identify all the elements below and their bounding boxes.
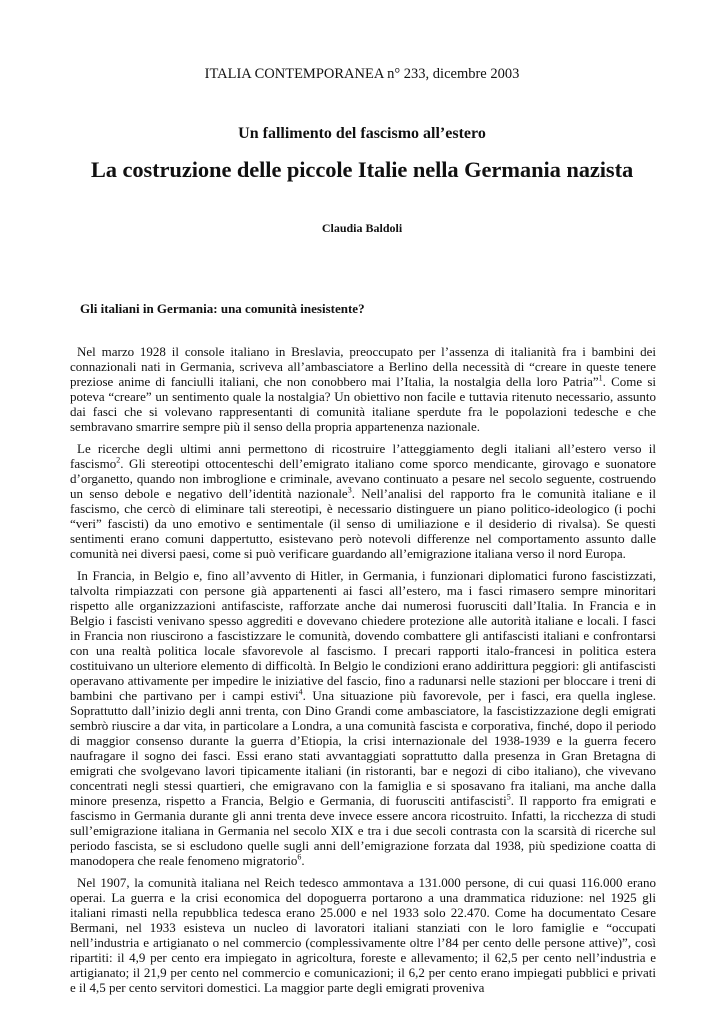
paragraph-text: Nel marzo 1928 il console italiano in Breslavia, preoccupato per l’assenza di italianità fra i bambini dei connazionali nati in Germania, scriveva all’ambasciatore a Berlino della necessità di “creare in queste tenere preziose anime di fanciulli italiani, che non conobbero mai l’Italia, la nostalgia della loro Patria”	[70, 344, 656, 389]
footnote-ref: 1	[598, 373, 603, 383]
journal-header: ITALIA CONTEMPORANEA n° 233, dicembre 2003	[204, 66, 520, 82]
article-title: La costruzione delle piccole Italie nella Germania nazista	[90, 157, 634, 182]
paragraph-text: . Una situazione più favorevole, per i fasci, era quella inglese. Soprattutto dall’inizio degli anni trenta, con Dino Grandi come ambasciatore, la fascistizzazione degli emigrati sembrò riuscire a dar vita, in particolare a Londra, a una comunità fascista e corporativa, finché, dopo il periodo di maggior consenso durante la guerra d’Etiopia, la crisi internazionale del 1938-1939 e la guerra fecero naufragare il sogno dei fasci. Essi erano stati avvantaggiati soprattutto dalla presenza in Gran Bretagna di emigrati che svolgevano lavori tipicamente italiani (in ristoranti, bar e negozi di cibo italiano), che vivevano concentrati negli stessi quartieri, che emigravano con la famiglia e si sposavano fra italiani, ma anche dalla minore presenza, rispetto a Francia, Belgio e Germania, di fuorusciti antifascisti	[70, 688, 656, 808]
footnote-ref: 6	[297, 852, 302, 862]
paragraph-text: . Il rapporto fra emigrati e fascismo in Germania durante gli anni trenta deve invece essere ancora ricostruito. Infatti, la ricchezza di studi sull’emigrazione italiana in Germania nel secolo XIX e tra i due secoli contrasta con la scarsità di ricerche sul periodo fascista, se si escludono quelle sugli anni dell’emigrazione forzata dal 1938, più spedizione coatta di manodopera che reale fenomeno migratorio	[70, 793, 656, 868]
paragraph-text: . Gli stereotipi ottocenteschi dell’emigrato italiano come sporco mendicante, girovago e suonatore d’organetto, quando non imbroglione e criminale, avevano continuato a pesare nel secolo seguente, costruendo un senso debole e negativo dell’identità nazionale	[70, 456, 656, 501]
paragraph-text: In Francia, in Belgio e, fino all’avvento di Hitler, in Germania, i funzionari diplomatici furono fascistizzati, talvolta rimpiazzati con persone già appartenenti ai fasci all’estero, ma i fasci rimasero sempre minoritari rispetto alle organizzazioni antifasciste, rafforzate anche dai numerosi fuorusciti dall’Italia. In Francia e in Belgio i fascisti venivano spesso aggrediti e dovevano chiedere protezione alle autorità italiane e locali. I fasci in Francia non riuscirono a fascistizzare le comunità, dovendo combattere gli antifascisti italiani e confrontarsi con una realtà politica locale sfavorevole al fascismo. I precari rapporti italo-francesi in politica estera costituivano un ulteriore elemento di difficoltà. In Belgio le condizioni erano addirittura peggiori: gli antifascisti operavano attivamente per impedire le iniziative del fascio, fino a radunarsi nelle stazioni per bloccare i treni di bambini che partivano per i campi estivi	[70, 568, 656, 703]
paragraph-text: . Come si poteva “creare” un sentimento quale la nostalgia? Un obiettivo non facile e tuttavia ritenuto necessario, assunto dai fasci che si volevano rappresentanti di comunità italiane sperdute fra le popolazioni tedesche e che sembravano smarrire sempre più il senso della propria appartenenza nazionale.	[70, 374, 656, 434]
paragraph-3	[70, 568, 656, 868]
section-title: Un fallimento del fascismo all’estero	[238, 125, 486, 142]
paragraph-1	[70, 344, 656, 434]
footnote-ref: 2	[116, 455, 121, 465]
paragraph-text: . Nell’analisi del rapporto fra le comunità italiane e il fascismo, che cercò di eliminare tali stereotipi, è necessario distinguere un piano politico-ideologico (i pochi “veri” fascisti) da uno emotivo e sentimentale (il senso di umiliazione e il desiderio di rivalsa). Se questi sentimenti erano comuni dappertutto, esistevano però notevoli differenze nel comportamento assunto dalle comunità nei diversi paesi, come si può verificare guardando all’emigrazione italiana verso il nord Europa.	[70, 486, 657, 561]
section-subheading: Gli italiani in Germania: una comunità inesistente?	[80, 301, 365, 316]
footnote-ref: 4	[298, 687, 303, 697]
paragraph-text: Le ricerche degli ultimi anni permettono di ricostruire l’atteggiamento degli italiani all’estero verso il fascismo	[70, 441, 656, 471]
article-body	[70, 344, 656, 1002]
footnote-ref: 5	[506, 792, 511, 802]
author-name: Claudia Baldoli	[321, 221, 403, 235]
paragraph-text: .	[301, 853, 305, 868]
footnote-ref: 3	[347, 485, 352, 495]
paragraph-4	[70, 875, 656, 995]
paragraph-2	[70, 441, 656, 561]
paragraph-text: Nel 1907, la comunità italiana nel Reich tedesco ammontava a 131.000 persone, di cui quasi 116.000 erano operai. La guerra e la crisi economica del dopoguerra portarono a una drammatica riduzione: nel 1925 gli italiani rimasti nella repubblica tedesca erano 25.000 e nel 1933 solo 22.470. Come ha documentato Cesare Bermani, nel 1933 esisteva un nucleo di lavoratori italiani stanziati con le loro famiglie e “occupati nell’industria e artigianato o nel commercio (complessivamente oltre l’84 per cento delle persone attive)”, così ripartiti: il 4,9 per cento era impiegato in agricoltura, foreste e allevamento; il 62,5 per cento nell’industria e artigianato; il 21,9 per cento nel commercio e comunicazioni; il 6,2 per cento erano impiegati pubblici e privati e il 4,5 per cento servitori domestici. La maggior parte degli emigrati proveniva	[70, 875, 656, 995]
